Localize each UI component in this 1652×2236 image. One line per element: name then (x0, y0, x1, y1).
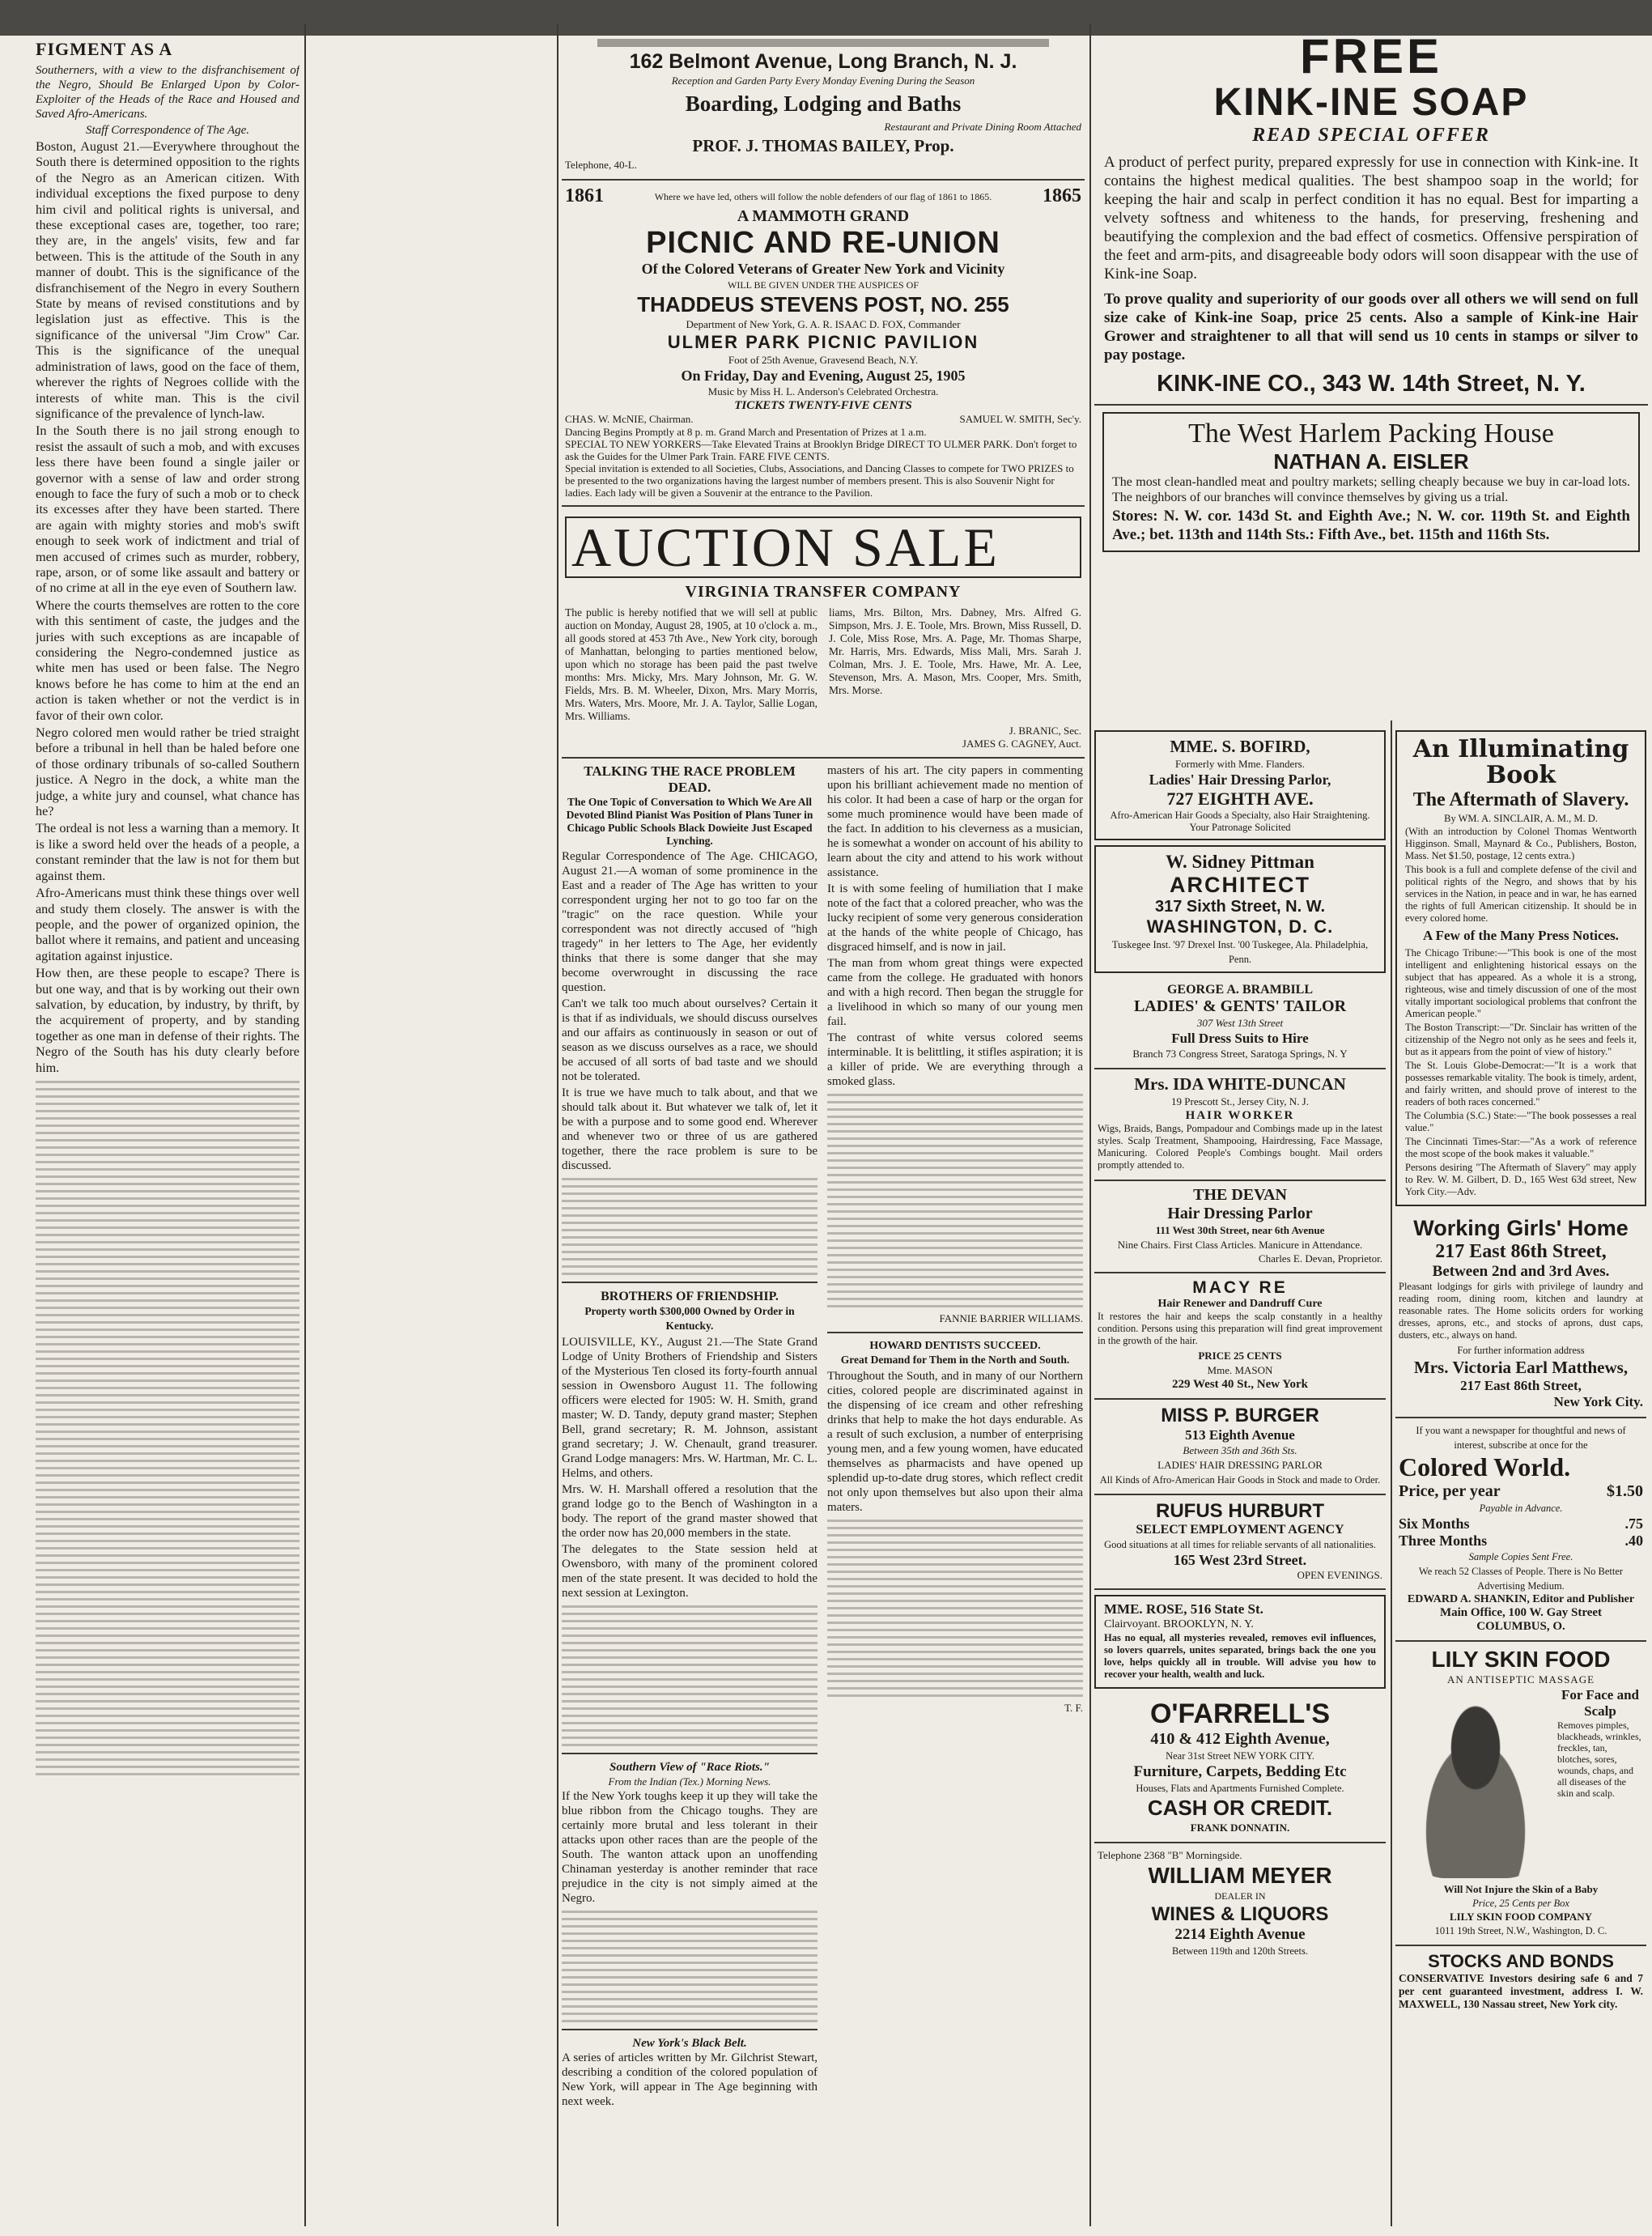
devan-proprietor: Charles E. Devan, Proprietor. (1258, 1252, 1382, 1265)
working-address: 217 East 86th Street, (1435, 1241, 1607, 1262)
meyer-address: 2214 Eighth Avenue (1174, 1926, 1306, 1943)
harlem-title: The West Harlem Packing House (1188, 419, 1554, 448)
duncan-paragraph: Wigs, Braids, Bangs, Pompadour and Combings made up in the latest styles. Scalp Treatment, Shampooing, Hairdressing, Face Massage, Manicuring. Colored People's Combings bought. Mail orders promptly attended to. (1098, 1123, 1382, 1171)
black-belt-paragraph: A series of articles written by Mr. Gilchrist Stewart, describing a condition of the colored population of New York, will appear in The Age beginning with next week. (562, 2051, 818, 2108)
shankin-name: EDWARD A. SHANKIN, Editor and Publisher (1407, 1593, 1635, 1605)
book-order: Persons desiring "The Aftermath of Slavery" may apply to Rev. W. M. Gilbert, D. D., 165 West 63d street, New York City.—Adv. (1405, 1162, 1637, 1197)
column-2 (562, 32, 1085, 2226)
rose-line: Clairvoyant. BROOKLYN, N. Y. (1104, 1618, 1254, 1630)
world-title: Colored World. (1399, 1452, 1571, 1481)
burger-between: Between 35th and 36th Sts. (1183, 1444, 1297, 1456)
auction-company: VIRGINIA TRANSFER COMPANY (685, 583, 962, 601)
meyer-name: WILLIAM MEYER (1148, 1863, 1332, 1888)
bofird-name: MME. S. BOFIRD, (1170, 737, 1310, 756)
harlem-owner: NATHAN A. EISLER (1273, 449, 1469, 474)
duncan-ad (1094, 1069, 1386, 1181)
brothers-headline: BROTHERS OF FRIENDSHIP. (601, 1290, 779, 1303)
article-paragraph: How then, are these people to escape? There is but one way, and that is by working out their own salvation, by education, by industry, by thrift, by the acquirement of property, and by standing together as one man in defense of their rights. The Negro of the South has his duty clearly before him. (36, 966, 299, 1075)
article-paragraph: The ordeal is not less a warning than a memory. It is like a sword held over the heads of a people, a constant reminder that the law is not for them but against them. (36, 821, 299, 883)
subcolumn-left (562, 763, 818, 2111)
column-rule (304, 24, 306, 2226)
macy-sub: Hair Renewer and Dandruff Cure (1157, 1298, 1323, 1310)
article-deck: Southerners, with a view to the disfranchisement of the Negro, Should Be Enlarged Upon by Color-Exploiter of the Heads of the Race and Housed and Saved Afro-Americans. (36, 64, 299, 121)
riots-paragraph: If the New York toughs keep it up they will take the blue ribbon from the Chicago toughs. They are certainly more brutal and less tolerant in their attacks upon other races than are the people of the South. The wanton attack upon an unoffending Chinaman yesterday is another reminder that race prejudice in the city is not simply aimed at the Negro. (562, 1790, 818, 1905)
six-months-price: .75 (1624, 1515, 1643, 1532)
burger-address: 513 Eighth Avenue (1185, 1427, 1295, 1443)
lily-price: Price, 25 Cents per Box (1472, 1898, 1569, 1909)
book-paragraph: This book is a full and complete defense of the civil and political rights of the Negro, and shows that by his services in the Nation, in peace and in war, he has earned the rights of full American citizenship. It should be in every colored home. (1405, 864, 1637, 924)
picnic-invite: Special invitation is extended to all Societies, Clubs, Associations, and Dancing Classes to compete for TWO PRIZES to be presented to the two organizations having the largest number of members present. This is also Souvenir Night for ladies. Each lady will be given a Souvenir at the entrance to the Pavilion. (565, 462, 1074, 499)
pittman-name: W. Sidney Pittman (1166, 852, 1314, 872)
pittman-address: 317 Sixth Street, N. W. (1154, 898, 1326, 916)
bofird-ad (1094, 730, 1386, 840)
pittman-ad (1094, 845, 1386, 973)
soap-title: KINK-INE SOAP (1213, 81, 1529, 124)
harlem-ad (1102, 412, 1640, 552)
picnic-secretary: SAMUEL W. SMITH, Sec'y. (959, 413, 1081, 425)
hurburt-address: 165 West 23rd Street. (1173, 1552, 1307, 1568)
working-girls-ad (1395, 1211, 1646, 1418)
burger-ad (1094, 1400, 1386, 1495)
devan-title: Hair Dressing Parlor (1167, 1205, 1313, 1222)
column-4 (1395, 725, 1646, 2226)
scan-edge (0, 0, 1652, 36)
burger-line: LADIES' HAIR DRESSING PARLOR (1157, 1459, 1323, 1471)
duncan-address: 19 Prescott St., Jersey City, N. J. (1171, 1095, 1309, 1107)
rose-ad (1094, 1595, 1386, 1689)
brambill-name: GEORGE A. BRAMBILL (1166, 983, 1314, 997)
devan-paragraph: Nine Chairs. First Class Articles. Manicure in Attendance. (1117, 1239, 1363, 1251)
hurburt-name: RUFUS HURBURT (1156, 1500, 1324, 1522)
devan-address: 111 West 30th Street, near 6th Avenue (1155, 1224, 1325, 1236)
brothers-paragraph: Mrs. W. H. Marshall offered a resolution that the grand lodge go to the Bench of Washington in a body. The report of the grand master showed that the order now has 20,000 members in the state. (562, 1483, 818, 1540)
bailey-reception: Reception and Garden Party Every Monday Evening During the Season (671, 74, 975, 87)
race-paragraph: Can't we talk too much about ourselves? Certain it is that if as individuals, we should discuss ourselves and our affairs as continuously in season or out of season as we discuss ourselves as a race, we should be accused of all sorts of bad taste and we should not be tolerated. (562, 997, 818, 1083)
picnic-date: On Friday, Day and Evening, August 25, 1905 (681, 368, 966, 384)
article-paragraph: In the South there is no jail strong enough to resist the assault of such a mob, and with excuses less there have been found a single jailer or governor with a sense of law and order strong enough to face the fury of such a mob or to check its excesses after they have been started. There are again with mighty stories and mob's swift enough to seek work of indictment and trial of men accused of crimes such as murder, robbery, rape, arson, or of some like assault and battery or of no crime at all in the eye even of Southern law. (36, 423, 299, 596)
book-subtitle: The Aftermath of Slavery. (1412, 789, 1629, 810)
auction-right-text: liams, Mrs. Bilton, Mrs. Dabney, Mrs. Alfred G. Simpson, Mrs. J. E. Toole, Mrs. Brown, Miss Russell, D. J. Cole, Miss Rose, Mrs. A. Page, Mr. Thomas Sharpe, Mr. Harris, Mrs. Edwards, Miss Mali, Mrs. Sarah J. Colman, Mrs. J. E. Toole, Mrs. Hawe, Mr. A. Lee, Stevenson, Mrs. A. Mason, Mrs. Cooper, Mrs. Smith, Mrs. Morse. (829, 606, 1081, 696)
dentists-headline: HOWARD DENTISTS SUCCEED. (869, 1340, 1041, 1352)
shankin-city: COLUMBUS, O. (1476, 1620, 1565, 1633)
colored-world-ad (1395, 1418, 1646, 1642)
masters-paragraph: It is with some feeling of humiliation that I make note of the fact that a colored preacher, who was the lucky recipient of some very generous consideration at the hands of the white people of Chicago, has disgraced himself, and is now in jail. (827, 882, 1083, 954)
working-between: Between 2nd and 3rd Aves. (1432, 1263, 1610, 1280)
mason-address: 229 West 40 St., New York (1172, 1378, 1308, 1391)
world-price-label: Price, per year (1399, 1482, 1501, 1500)
bofird-sub: Formerly with Mme. Flanders. (1175, 758, 1305, 770)
illegible-text-block (562, 1605, 818, 1746)
auction-left-text: The public is hereby notified that we will sell at public auction on Monday, August 28, 1905, at 10 o'clock a. m., all goods stored at 453 7th Ave., New York city, borough of Manhattan, belonging to parties mentioned below, upon which no storage has been paid the past twelve months: Mrs. Micky, Mrs. Mary Johnson, Mr. G. W. Fields, Mrs. B. M. Wheeler, Dixon, Mrs. Mary Morris, Mrs. Waters, Mrs. Moore, Mr. J. A. Taylor, Sallie Logan, Mrs. Williams. (565, 606, 818, 722)
brambill-line: LADIES' & GENTS' TAILOR (1133, 997, 1347, 1015)
macy-paragraph: It restores the hair and keeps the scalp constantly in a healthy condition. Persons using this preparation will find great improvement in the growth of the hair. (1098, 1311, 1382, 1346)
dentists-paragraph: Throughout the South, and in many of our Northern cities, colored people are discriminated against in the dispensing of ice cream and other refreshing drinks that help to make the hot days endurable. As a result of such exclusion, a number of enterprising young men, and a few young women, have educated themselves as pharmacists and have opened up splendid up-to-date drug stores, which reflect credit not only upon themselves but also upon their alma maters. (827, 1370, 1083, 1514)
race-paragraph: The man from whom great things were expected came from the college. He graduated with honors and with a high record. Then began the struggle for a livelihood in which so many of our young men fail. (827, 957, 1083, 1028)
picnic-dept: Department of New York, G. A. R. ISAAC D. FOX, Commander (686, 318, 961, 330)
rose-name: MME. ROSE, 516 State St. (1104, 1601, 1263, 1617)
free-headline: FREE (1299, 32, 1443, 83)
brothers-paragraph: The delegates to the State session held at Owensboro, with many of the prominent colored men of the state present. It was decided to hold the next session at Lexington. (562, 1543, 818, 1600)
press-notice: The Cincinnati Times-Star:—"As a work of reference the most scope of the book makes it valuable." (1405, 1136, 1637, 1159)
harlem-stores: Stores: N. W. cor. 143d St. and Eighth Ave.; N. W. cor. 119th St. and Eighth Ave.; bet. 113th and 114th Sts.: Fifth Ave., bet. 115th and 116th Sts. (1112, 508, 1630, 543)
illegible-text-block (36, 1081, 299, 1775)
meyer-ad (1094, 1843, 1386, 1965)
dentists-signature: T. F. (1064, 1702, 1083, 1714)
pittman-city: WASHINGTON, D. C. (1146, 916, 1334, 937)
stocks-ad (1395, 1946, 1646, 2019)
bofird-address: 727 EIGHTH AVE. (1166, 789, 1314, 809)
meyer-between: Between 119th and 120th Streets. (1172, 1945, 1308, 1957)
brothers-deck: Property worth $300,000 Owned by Order in Kentucky. (584, 1305, 795, 1332)
matthews-name: Mrs. Victoria Earl Matthews, (1413, 1358, 1629, 1377)
mason-name: Mme. MASON (1207, 1364, 1273, 1376)
picnic-park: ULMER PARK PICNIC PAVILION (667, 332, 979, 352)
bailey-address: 162 Belmont Avenue, Long Branch, N. J. (629, 50, 1017, 73)
lily-address: 1011 19th Street, N.W., Washington, D. C. (1434, 1925, 1607, 1936)
book-intro: (With an introduction by Colonel Thomas Wentworth Higginson. Small, Maynard & Co., Publishers, Boston, Mass. Net $1.50, postage, 12 cents extra.) (1405, 826, 1637, 861)
press-notice: The Boston Transcript:—"Dr. Sinclair has written of the citizenship of the Negro not only as he sees and feels it, but as it appears from the point of view of history." (1405, 1022, 1637, 1057)
stocks-title: STOCKS AND BONDS (1428, 1951, 1614, 1971)
picnic-dancing: Dancing Begins Promptly at 8 p. m. Grand March and Presentation of Prizes at 1 a.m. (565, 426, 927, 438)
brambill-suits: Full Dress Suits to Hire (1171, 1031, 1309, 1046)
soap-paragraph: A product of perfect purity, prepared expressly for use in connection with Kink-ine. It contains the highest medical qualities. The best shampoo soap in the world; for keeping the hair and scalp in perfect condition it has no equal. Best for imparting a velvety softness and whiteness to the hands, for preserving, freshening and beautifying the complexion and the bad effect of cosmetics. Offensive perspiration of the feet and arm-pits, and disagreeable body odors will soon disappear with the use of Kink-ine Soap. (1104, 154, 1638, 283)
working-paragraph: Pleasant lodgings for girls with privilege of laundry and reading room, dining room, kitchen and laundry at reasonable rates. The Home solicits orders for working dresses, aprons, etc., and stocks of aprons, dust caps, dusters, etc., always on hand. (1399, 1281, 1643, 1341)
hurburt-ad (1094, 1495, 1386, 1590)
duncan-name: Mrs. IDA WHITE-DUNCAN (1134, 1074, 1346, 1094)
world-sample: Sample Copies Sent Free. (1468, 1551, 1573, 1562)
auction-ad (562, 507, 1085, 759)
column-3-ads (1094, 725, 1386, 2226)
macy-price: PRICE 25 CENTS (1198, 1350, 1282, 1362)
harlem-paragraph: The most clean-handled meat and poultry markets; selling cheaply because we buy in car-load lots. The neighbors of our branches will convince themselves by giving us a trial. (1112, 475, 1630, 504)
meyer-line: WINES & LIQUORS (1151, 1903, 1329, 1925)
press-notice: The St. Louis Globe-Democrat:—"It is a work that possesses remarkable vitality. The book is timely, ardent, and fairly written, and should prove of interest to the readers of both races concerned." (1405, 1060, 1637, 1107)
soap-company: KINK-INE CO., 343 W. 14th Street, N. Y. (1157, 371, 1586, 397)
book-author: By WM. A. SINCLAIR, A. M., M. D. (1444, 813, 1598, 824)
race-headline: TALKING THE RACE PROBLEM DEAD. (584, 763, 796, 795)
auction-title: AUCTION SALE (571, 516, 1000, 578)
picnic-park-address: Foot of 25th Avenue, Gravesend Beach, N.Y. (728, 354, 919, 366)
riots-paragraph: The contrast of white versus colored seems interminable. It is belittling, it stifles aspiration; it is a killer of pride. We are everything through a smoked glass. (827, 1031, 1083, 1088)
race-paragraph: Regular Correspondence of The Age. CHICAGO, August 21.—A woman of some prominence in the East and a reader of The Age has written to your correspondent urging her not to go too far on the "tragic" on the race question. While your correspondent was not directly accused of "high tragedy" in her letters to The Age, her evidently thinks that there is some danger that she may become overwrought in discussing the race question. (562, 850, 818, 994)
press-headline: A Few of the Many Press Notices. (1423, 928, 1619, 943)
world-reach: We reach 52 Classes of People. There is No Better Advertising Medium. (1418, 1566, 1624, 1592)
subcolumn-right (827, 763, 1083, 2111)
world-ask: If you want a newspaper for thoughtful and news of interest, subscribe at once for the (1416, 1425, 1626, 1451)
meyer-telephone: Telephone 2368 "B" Morningside. (1098, 1849, 1242, 1861)
lily-skin-food-ad (1395, 1642, 1646, 1946)
black-belt-headline: New York's Black Belt. (632, 2037, 747, 2050)
working-title: Working Girls' Home (1413, 1216, 1629, 1240)
pittman-title: ARCHITECT (1170, 873, 1310, 897)
race-paragraph: It is true we have much to talk about, and that we should talk about it. But whatever we talk of, let it be with a purpose and to some good end. Wherever and whenever two or three of us are gathered together, there the race problem is sure to be discussed. (562, 1086, 818, 1172)
picnic-subtitle: Of the Colored Veterans of Greater New York and Vicinity (641, 261, 1005, 277)
stocks-paragraph: CONSERVATIVE Investors desiring safe 6 and 7 per cent guaranteed investment, address I. W. MAXWELL, 130 Nassau street, New York city. (1399, 1972, 1643, 2010)
six-months-label: Six Months (1399, 1515, 1470, 1532)
picnic-ad (562, 181, 1085, 507)
bailey-boarding: Boarding, Lodging and Baths (685, 91, 962, 116)
macy-title: MACY RE (1192, 1278, 1288, 1297)
working-info: For further information address (1457, 1345, 1585, 1356)
column-rule (557, 24, 558, 2226)
devan-name: THE DEVAN (1193, 1186, 1287, 1204)
world-price: $1.50 (1607, 1482, 1643, 1500)
devan-ad (1094, 1181, 1386, 1273)
burger-name: MISS P. BURGER (1161, 1405, 1319, 1426)
brambill-branch: Branch 73 Congress Street, Saratoga Springs, N. Y (1132, 1048, 1348, 1060)
ofarrell-ad (1094, 1694, 1386, 1843)
bailey-boarding-ad (562, 32, 1085, 181)
mammoth-label: A MAMMOTH GRAND (737, 207, 910, 225)
burger-goods: All Kinds of Afro-American Hair Goods in Stock and made to Order. (1099, 1474, 1381, 1486)
illegible-text-block (827, 1520, 1083, 1697)
picnic-special: SPECIAL TO NEW YORKERS—Take Elevated Trains at Brooklyn Bridge DIRECT TO ULMER PARK. Don't forget to ask the Guides for the Ulmer Park Train. FARE FIVE CENTS. (565, 438, 1077, 462)
bofird-goods: Afro-American Hair Goods a Specialty, also Hair Straightening. Your Patronage Solicited (1110, 810, 1370, 833)
three-months-label: Three Months (1399, 1532, 1488, 1549)
riots-headline: Southern View of "Race Riots." (609, 1761, 770, 1774)
auction-secretary: J. BRANIC, Sec. (1009, 725, 1081, 737)
world-advance: Payable in Advance. (1479, 1503, 1563, 1514)
article-headline: FIGMENT AS A (36, 39, 173, 59)
column-rule (1089, 24, 1091, 2226)
ofarrell-owner: FRANK DONNATIN. (1190, 1822, 1290, 1834)
picnic-music: Music by Miss H. L. Anderson's Celebrated Orchestra. (707, 385, 939, 397)
book-ad (1395, 730, 1646, 1206)
ofarrell-cash: CASH OR CREDIT. (1147, 1796, 1333, 1820)
picnic-chairman: CHAS. W. McNIE, Chairman. (565, 413, 694, 425)
rose-paragraph: Has no equal, all mysteries revealed, removes evil influences, so lovers quarrels, unites separated, brings back the one you love, helps quickly all in trouble. Will advise you how to recover your health, wealth and luck. (1104, 1632, 1376, 1680)
column-1-article (36, 39, 299, 2225)
hurburt-open: OPEN EVENINGS. (1297, 1569, 1382, 1581)
book-title: An Illuminating Book (1412, 735, 1629, 789)
race-signature: FANNIE BARRIER WILLIAMS. (939, 1312, 1083, 1324)
ofarrell-name: O'FARRELL'S (1149, 1698, 1331, 1729)
year-left: 1861 (565, 185, 604, 206)
lily-for: For Face and Scalp (1561, 1687, 1639, 1719)
pittman-refs: Tuskegee Inst. '97 Drexel Inst. '00 Tuskegee, Ala. Philadelphia, Penn. (1111, 939, 1369, 965)
brambill-address: 307 West 13th Street (1196, 1017, 1284, 1029)
ofarrell-near: Near 31st Street NEW YORK CITY. (1166, 1750, 1314, 1762)
riots-source: From the Indian (Tex.) Morning News. (608, 1775, 771, 1788)
article-paragraph: Negro colored men would rather be tried straight before a tribunal in hell than be haled before one of those ordinary tribunals of so-called Southern justice. A Negro in the dock, a white man the judge, a white jury and counsel, what chance has he? (36, 725, 299, 819)
lily-title: LILY SKIN FOOD (1431, 1647, 1611, 1672)
lily-warning: Will Not Injure the Skin of a Baby (1443, 1883, 1599, 1895)
column-rule (1391, 721, 1392, 2226)
hurburt-line: SELECT EMPLOYMENT AGENCY (1136, 1523, 1344, 1537)
press-notice: The Columbia (S.C.) State:—"The book possesses a real value." (1405, 1110, 1637, 1133)
matthews-address: 217 East 86th Street, (1460, 1378, 1582, 1393)
veteran-note: Where we have led, others will follow the noble defenders of our flag of 1861 to 1865. (654, 190, 992, 202)
masters-paragraph: masters of his art. The city papers in commenting upon his brilliant achievement made no mention of his color. It had been a case of harp or the organ for some much prominence would have been made of the fact. In addition to his cleverness as a musician, he is somewhat a wonder on account of his ability to learn about the city and attend to his work without assistance. (827, 764, 1083, 879)
year-right: 1865 (1043, 185, 1081, 206)
article-byline: Staff Correspondence of The Age. (85, 124, 250, 137)
soap-offer: READ SPECIAL OFFER (1252, 125, 1490, 146)
bailey-restaurant: Restaurant and Private Dining Room Attached (884, 121, 1081, 133)
picnic-title: PICNIC AND RE-UNION (646, 226, 1000, 260)
brothers-paragraph: LOUISVILLE, KY., August 21.—The State Grand Lodge of Unity Brothers of Friendship and Sisters of the Mysterious Ten closed its forty-fourth annual session in Owensboro August 11. The following officers were elected for 1905: W. H. Smith, grand master; W. D. Tandy, deputy grand master; Stephen Bell, grand secretary; R. M. Johnson, assistant grand secretary; J. W. Chenault, grand treasurer. Grand Lodge managers: Mrs. W. Hartman, Mr. C. L. Helms, and others. (562, 1336, 818, 1480)
illegible-text-block (827, 1094, 1083, 1307)
lily-uses: Removes pimples, blackheads, wrinkles, freckles, tan, blotches, sores, wounds, chaps, and all diseases of the skin and scalp. (1557, 1720, 1641, 1799)
macy-ad (1094, 1273, 1386, 1400)
illegible-text-block (562, 1178, 818, 1275)
bofird-line: Ladies' Hair Dressing Parlor, (1149, 772, 1331, 788)
meyer-dealer: DEALER IN (1214, 1890, 1266, 1902)
dentists-deck: Great Demand for Them in the North and South. (840, 1354, 1070, 1366)
bailey-telephone: Telephone, 40-L. (565, 159, 637, 171)
three-months-price: .40 (1624, 1532, 1643, 1549)
picnic-tickets: TICKETS TWENTY-FIVE CENTS (734, 399, 912, 412)
ofarrell-houses: Houses, Flats and Apartments Furnished Complete. (1136, 1783, 1344, 1794)
lily-company: LILY SKIN FOOD COMPANY (1449, 1911, 1593, 1923)
race-deck: The One Topic of Conversation to Which We Are All Devoted Blind Pianist Was Position of Plans Tuner in Chicago Public Schools Black Dowieite Just Escaped Lynching. (566, 796, 813, 847)
auction-auctioneer: JAMES G. CAGNEY, Auct. (962, 738, 1081, 750)
bailey-proprietor: PROF. J. THOMAS BAILEY, Prop. (692, 136, 954, 155)
article-paragraph: Boston, August 21.—Everywhere throughout the South there is determined opposition to the rights of the Negro as an American citizen. With individual exceptions the fixed purpose to deny him civil and political rights is universal, and these exceptional cases are, together, too rare; they are, in the angels' visits, few and far between. This is the attitude of the South in any manner of doubt. This is the significance of the disfranchisement of the Negro in every Southern State by means of revised constitutions and by legislation just as effective. This is the significance of the universal "Jim Crow" Car. This is the significance of the unequal administration of laws, good on the face of them, wherever the rights of Negroes collide with the interests of white man. This is the civil significance of the prevalence of lynch-law. (36, 139, 299, 421)
picnic-post: THADDEUS STEVENS POST, NO. 255 (637, 292, 1009, 317)
woman-portrait-illustration (1399, 1692, 1552, 1878)
auction-title-box (565, 516, 1081, 578)
shankin-office: Main Office, 100 W. Gay Street (1439, 1606, 1603, 1619)
matthews-city: New York City. (1553, 1394, 1643, 1409)
brambill-ad (1094, 978, 1386, 1069)
column-3-top (1094, 32, 1648, 721)
ofarrell-line: Furniture, Carpets, Bedding Etc (1133, 1763, 1347, 1780)
ofarrell-address: 410 & 412 Eighth Avenue, (1150, 1730, 1330, 1748)
article-paragraph: Afro-Americans must think these things over well and study them closely. The answer is with the people, and the power of organized opinion, the ballot where it remains, and patient and unceasing agitation against injustice. (36, 886, 299, 963)
soap-offer-text: To prove quality and superiority of our goods over all others we will send on full size cake of Kink-ine Soap, price 25 cents. Also a sample of Kink-ine Hair Grower and straightener to all that will send us 10 cents in stamps or silver to pay postage. (1104, 291, 1638, 363)
lily-sub: AN ANTISEPTIC MASSAGE (1446, 1673, 1595, 1686)
hurburt-paragraph: Good situations at all times for reliable servants of all nationalities. (1104, 1539, 1376, 1550)
picnic-auspices: WILL BE GIVEN UNDER THE AUSPICES OF (728, 279, 919, 291)
article-paragraph: Where the courts themselves are rotten to the core with this sentiment of caste, the judges and the juries with such exceptions as are incapable of considering the Negro-condemned justice as white men has used or been false. The Negro knows before he has come to him at the end an action is taken whether or not the verdict is in favor of their own color. (36, 597, 299, 723)
illegible-text-block (562, 1911, 818, 2022)
illegible-masthead (597, 39, 1049, 47)
duncan-title: HAIR WORKER (1185, 1109, 1295, 1122)
press-notice: The Chicago Tribune:—"This book is one of the most intelligent and enlightening historical essays on the subject that has appeared. As a whole it is a strong, righteous, wise and timely discussion of one of the most vitally important sociological problems that confront the American people." (1405, 947, 1637, 1019)
